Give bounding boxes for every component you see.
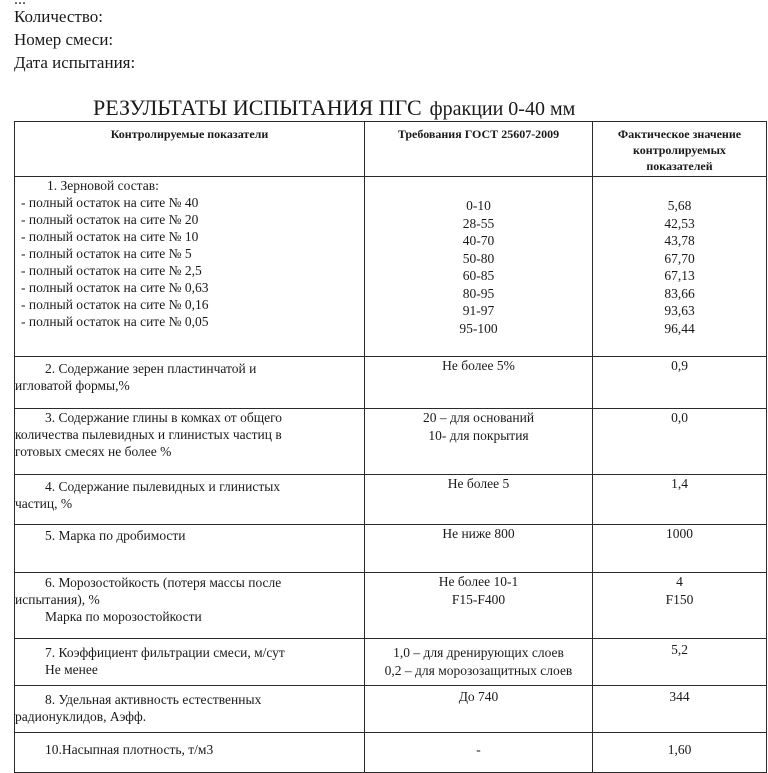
value-cell [593, 733, 767, 773]
sieve-label: - полный остаток на сите № 5 [21, 246, 192, 261]
document-title [93, 95, 575, 121]
sieve-req: 60-85 [462, 268, 495, 283]
requirement-text: 0,2 – для морозозащитных слоев [384, 662, 573, 678]
indicator-text: 4. Содержание пылевидных и глинистых [45, 479, 281, 494]
grain-requirements [365, 177, 593, 357]
indicator-text: 2. Содержание зерен пластинчатой и [45, 361, 257, 376]
table-row [15, 573, 767, 639]
title-sub: фракции 0-40 мм [429, 98, 576, 120]
sieve-req: 28-55 [462, 215, 495, 231]
requirement-text: До 740 [458, 689, 499, 704]
col-header-actual: Фактическое значение контролируемых показателей [593, 122, 767, 177]
requirement-text: Не более 10-1 [438, 574, 519, 589]
value-text: 0,0 [671, 410, 688, 425]
table-row [15, 475, 767, 525]
indicator-text: Марка по морозостойкости [45, 609, 202, 624]
requirement-cell [365, 525, 593, 573]
sieve-label: - полный остаток на сите № 0,16 [21, 297, 209, 312]
sieve-value: 83,66 [664, 285, 695, 301]
indicator-cell [15, 733, 365, 773]
sieve-value: 93,63 [664, 303, 695, 318]
col-header-indicators: Контролируемые показатели [15, 122, 365, 177]
sieve-req: 50-80 [462, 250, 495, 266]
sieve-label: - полный остаток на сите № 2,5 [21, 263, 202, 278]
sieve-value: 96,44 [664, 320, 695, 336]
sieve-label: - полный остаток на сите № 0,63 [21, 280, 209, 295]
sieve-value: 43,78 [664, 233, 695, 248]
indicator-text: 10.Насыпная плотность, т/м3 [45, 742, 214, 757]
sieve-label: - полный остаток на сите № 20 [21, 212, 199, 227]
grain-values [593, 177, 767, 357]
indicator-text: Не менее [45, 662, 98, 677]
indicator-text: игловатой формы,% [15, 378, 130, 393]
indicator-text: испытания), % [15, 592, 100, 607]
value-text: 5,2 [671, 642, 688, 657]
requirement-cell [365, 475, 593, 525]
table-row [15, 639, 767, 686]
value-cell [593, 357, 767, 409]
value-text: 1,60 [667, 742, 692, 757]
requirement-text: Не ниже 800 [442, 526, 515, 541]
value-cell [593, 639, 767, 686]
indicator-text: частиц, % [15, 496, 73, 511]
requirement-cell [365, 686, 593, 733]
indicator-text: радионуклидов, Аэфф. [15, 709, 147, 724]
sieve-req: 91-97 [462, 303, 495, 318]
table-row-grain [15, 177, 767, 357]
sieve-label: - полный остаток на сите № 10 [21, 229, 199, 244]
title-main: РЕЗУЛЬТАТЫ ИСПЫТАНИЯ ПГС [93, 95, 422, 120]
sieve-label: - полный остаток на сите № 40 [21, 195, 199, 210]
mix-number-label: Номер смеси: [14, 30, 114, 49]
sieve-value: 42,53 [664, 215, 695, 231]
requirement-cell [365, 409, 593, 475]
indicator-text: готовых смесях не более % [15, 444, 172, 459]
sieve-req: 80-95 [462, 285, 495, 301]
grain-indicators [15, 177, 365, 357]
indicator-cell [15, 525, 365, 573]
value-cell [593, 475, 767, 525]
requirement-text: Не более 5 [447, 476, 510, 491]
indicator-text: 3. Содержание глины в комках от общего [45, 410, 283, 425]
value-text: 344 [669, 689, 690, 704]
table-row [15, 357, 767, 409]
sieve-req: 0-10 [466, 198, 491, 213]
indicator-text: 6. Морозостойкость (потеря массы после [45, 575, 282, 590]
requirement-text: Не более 5% [442, 358, 515, 373]
requirement-text: - [476, 742, 481, 757]
sieve-req: 95-100 [459, 320, 498, 336]
value-cell [593, 686, 767, 733]
value-text: 1000 [666, 526, 693, 541]
value-cell [593, 525, 767, 573]
requirement-cell [365, 357, 593, 409]
col-header-gost: Требования ГОСТ 25607-2009 [365, 122, 593, 177]
requirement-text: 10- для покрытия [428, 427, 529, 443]
value-text: F150 [665, 591, 694, 607]
table-row [15, 525, 767, 573]
indicator-cell [15, 686, 365, 733]
indicator-cell [15, 357, 365, 409]
table-row [15, 686, 767, 733]
indicator-text: количества пылевидных и глинистых частиц в [15, 427, 282, 442]
indicator-cell [15, 475, 365, 525]
table-row [15, 409, 767, 475]
indicator-text: 7. Коэффициент фильтрации смеси, м/сут [45, 645, 285, 660]
indicator-text: 8. Удельная активность естественных [45, 692, 262, 707]
indicator-cell [15, 573, 365, 639]
indicator-cell [15, 639, 365, 686]
table-row [15, 733, 767, 773]
sieve-value: 67,13 [664, 268, 695, 283]
results-table [14, 121, 767, 773]
value-text: 0,9 [671, 358, 688, 373]
sieve-value: 67,70 [664, 250, 695, 266]
value-cell [593, 573, 767, 639]
value-cell [593, 409, 767, 475]
requirement-text: 1,0 – для дренирующих слоев [393, 645, 564, 660]
requirement-text: F15-F400 [451, 591, 506, 607]
requirement-text: 20 – для оснований [422, 410, 535, 425]
requirement-cell [365, 639, 593, 686]
requirement-cell [365, 573, 593, 639]
sieve-label: - полный остаток на сите № 0,05 [21, 314, 209, 329]
test-date-label: Дата испытания: [14, 53, 136, 72]
quantity-label: Количество: [14, 7, 103, 26]
value-text: 1,4 [671, 476, 688, 491]
indicator-text: 5. Марка по дробимости [45, 528, 186, 543]
table-header-row [15, 122, 767, 177]
grain-title: 1. Зерновой состав: [47, 178, 159, 193]
sieve-value: 5,68 [667, 198, 692, 213]
sieve-req: 40-70 [462, 233, 495, 248]
requirement-cell [365, 733, 593, 773]
value-text: 4 [676, 574, 683, 589]
indicator-cell [15, 409, 365, 475]
